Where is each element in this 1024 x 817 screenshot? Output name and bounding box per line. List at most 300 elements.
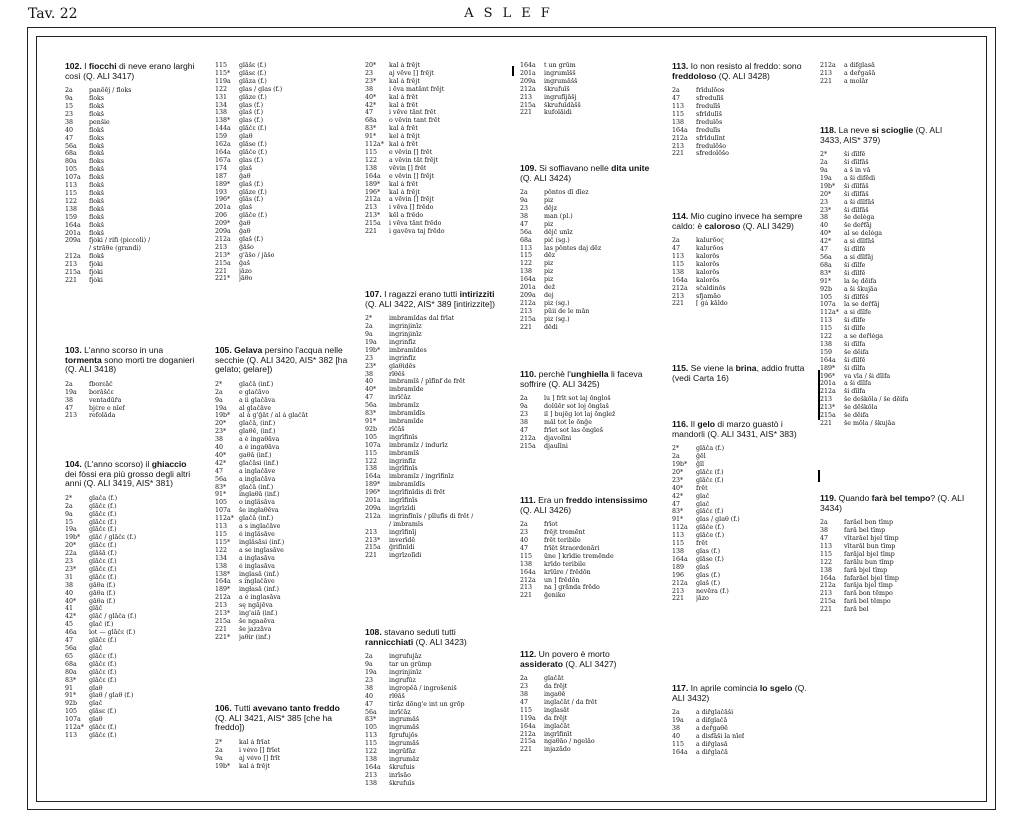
response-row — [365, 772, 500, 780]
survey-point: 40* — [215, 451, 227, 459]
response-row — [365, 661, 500, 669]
dialect-form: a deřgaθē — [696, 725, 728, 732]
dialect-form: glāčε (f.) — [696, 508, 724, 516]
survey-point: 2a — [520, 189, 528, 197]
response-row — [65, 732, 200, 740]
dialect-form: dēz — [544, 252, 556, 260]
question-text: tormenta — [65, 354, 102, 365]
survey-point: 212a — [672, 134, 688, 142]
dialect-form: sę ngājēva — [239, 602, 273, 610]
dialect-form: a inglasāva — [239, 554, 275, 562]
question-107 — [365, 290, 500, 560]
dialect-form: ğaθ — [239, 228, 251, 236]
dialect-form: va vīa / ši dīlfa — [844, 372, 891, 380]
response-row — [215, 196, 350, 204]
survey-point: 22a — [65, 550, 77, 558]
survey-point: 105 — [365, 433, 378, 441]
response-row — [65, 277, 200, 285]
response-row — [820, 214, 965, 222]
response-row — [65, 653, 200, 661]
dialect-form: ingrufījāšj — [544, 93, 577, 101]
question-text: (Q. ALI 3428) — [716, 70, 770, 81]
response-row — [820, 380, 965, 388]
survey-point: 164a — [520, 62, 536, 69]
question-text: La neve — [838, 125, 872, 135]
survey-point: 92b — [820, 285, 833, 293]
survey-point: 92b — [365, 425, 378, 433]
response-row — [215, 755, 350, 763]
survey-point: 189* — [365, 481, 381, 489]
question-text: assiderato — [520, 658, 563, 669]
response-row — [215, 141, 350, 149]
response-row — [820, 373, 965, 381]
dialect-form: flokš — [89, 229, 105, 237]
survey-point: 213 — [820, 590, 833, 598]
survey-point: 107a — [215, 507, 231, 515]
survey-point: 196* — [365, 188, 381, 196]
survey-point: 212a — [820, 388, 836, 396]
question-text: sono morti tre doganieri (Q. ALI 3418) — [65, 354, 195, 375]
response-row — [215, 555, 350, 563]
response-row — [820, 590, 965, 598]
survey-point: 221 — [672, 595, 685, 603]
survey-point: 212a — [672, 284, 688, 292]
dialect-form: / imbramīs — [389, 520, 424, 528]
response-row — [215, 491, 350, 499]
survey-point: 80a — [65, 158, 77, 166]
dialect-form: a se deřléga — [844, 333, 884, 341]
response-row — [65, 598, 200, 606]
survey-point: 213* — [820, 404, 836, 412]
response-row — [215, 268, 350, 276]
dialect-form: glāze (f.) — [239, 93, 267, 101]
survey-point: 113 — [820, 317, 833, 325]
survey-point: 189* — [215, 586, 231, 594]
question-text: Mio cugino invece ha sempre caldo: è — [672, 211, 803, 231]
survey-point: 112a* — [365, 141, 384, 149]
response-row — [215, 165, 350, 173]
question-number: 119. — [820, 493, 839, 503]
survey-point: 47 — [65, 637, 74, 645]
response-row — [215, 109, 350, 117]
response-row — [365, 521, 500, 529]
question-text: ? (Q. ALI 3434) — [820, 493, 965, 513]
dialect-form: ingrīzīdi — [389, 504, 416, 512]
response-row — [65, 677, 200, 685]
response-row — [365, 125, 500, 133]
survey-point: 19a — [820, 174, 832, 182]
response-row — [365, 355, 500, 363]
dialect-form: škrufuīdāšš — [544, 101, 581, 109]
response-row — [820, 551, 965, 559]
dialect-form: glač — [89, 645, 103, 652]
survey-point: 122 — [820, 558, 833, 566]
survey-point: 91 — [65, 684, 74, 692]
dialect-form: pōntos dī dīez — [544, 189, 589, 197]
survey-point: 174 — [215, 164, 228, 172]
dialect-form: g'āšo / jāšo — [239, 251, 275, 259]
response-row — [65, 389, 200, 397]
survey-point: 113 — [365, 732, 378, 740]
dialect-form: kal á frēt — [389, 93, 418, 101]
survey-point: 215a — [65, 269, 81, 277]
response-row — [365, 701, 500, 709]
dialect-form: glāčε (f.) — [696, 468, 724, 476]
response-row — [365, 78, 500, 86]
survey-point: 209a — [65, 237, 81, 245]
dialect-form: lu ] frīt sot laj ōngloš — [544, 395, 611, 403]
dialect-form: al se deléga — [844, 230, 883, 238]
response-row — [365, 465, 500, 473]
response-row — [65, 526, 200, 534]
survey-point: 40 — [672, 732, 681, 740]
response-row — [820, 222, 965, 230]
response-row — [365, 347, 500, 355]
response-row — [520, 292, 655, 300]
survey-point: 189* — [215, 180, 231, 188]
dialect-form: glas (f.) — [239, 101, 264, 109]
dialect-form: glačā, (inf.) — [239, 420, 276, 428]
dialect-form: ingrīfinīs — [389, 465, 418, 473]
survey-point: 221 — [520, 323, 533, 331]
dialect-form: imbramīdīs — [389, 410, 426, 418]
question-heading — [520, 650, 655, 669]
response-row — [65, 230, 200, 238]
question-text: , addio frutta (vedi Carta 16) — [672, 363, 805, 383]
survey-point: 221 — [215, 267, 228, 275]
dialect-form: ingrūfāz — [389, 748, 416, 756]
response-row — [65, 381, 200, 389]
response-row — [365, 149, 500, 157]
survey-point: 2a — [520, 521, 528, 529]
dialect-form: kal á frējt — [239, 762, 270, 770]
response-row — [215, 531, 350, 539]
response-row — [520, 683, 655, 691]
survey-point: 138* — [215, 570, 231, 578]
question-text: li faceva soffrire (Q. ALI 3425) — [520, 369, 643, 389]
response-row — [365, 173, 500, 181]
response-row — [820, 70, 965, 78]
survey-point: 221 — [365, 228, 378, 236]
survey-point: 221 — [215, 625, 228, 633]
dialect-form: krīūre / frēdōn — [544, 568, 591, 576]
survey-point: 209a — [365, 504, 381, 512]
dialect-form: imbramīdas dal frīat — [389, 315, 455, 323]
dialect-form: ğaš — [239, 259, 251, 267]
survey-point: 112a* — [215, 515, 234, 523]
response-row — [215, 594, 350, 602]
response-row — [520, 584, 655, 592]
survey-point: 56a — [65, 645, 77, 652]
response-row — [215, 244, 350, 252]
dialect-form: las pōntes daj dēz — [544, 244, 602, 252]
response-row — [215, 117, 350, 125]
response-row — [215, 484, 350, 492]
dialect-form: ši dīlfē — [844, 246, 866, 254]
response-row — [820, 286, 965, 294]
survey-point: 23 — [365, 354, 374, 362]
response-row — [820, 270, 965, 278]
dialect-form: dolūēr sot loj ōnglaš — [544, 403, 609, 411]
question-number: 113. — [672, 61, 691, 71]
dialect-form: glaš (f.) — [239, 235, 264, 243]
response-row — [215, 397, 350, 405]
response-row — [520, 260, 655, 268]
survey-point: 115 — [520, 552, 533, 560]
question-continuation-108 — [520, 62, 655, 117]
survey-point: 9a — [365, 661, 373, 669]
dialect-form: fredulōšo — [696, 142, 726, 150]
survey-point: 2a — [672, 237, 680, 245]
survey-point: 38 — [672, 725, 681, 732]
dialect-form: glačā (inf.) — [239, 515, 274, 523]
response-row — [820, 598, 965, 606]
response-row — [820, 151, 965, 159]
dialect-form: piz — [544, 276, 554, 284]
response-row — [65, 621, 200, 629]
survey-point: 113 — [520, 244, 533, 252]
survey-point: 46a — [65, 629, 77, 637]
dialect-form: kalorōs — [696, 276, 720, 284]
response-row — [65, 708, 200, 716]
response-row — [672, 588, 810, 596]
dialect-form: flokš — [89, 213, 105, 221]
survey-point: 42* — [65, 613, 77, 621]
survey-point: 19a — [65, 526, 77, 534]
plate-number: Tav. 22 — [28, 6, 78, 22]
atlas-title: ASLEF — [464, 6, 560, 21]
survey-point: 68a — [820, 261, 832, 269]
margin-mark — [512, 66, 514, 76]
question-text: farà bel tempo — [871, 493, 931, 503]
survey-point: 47 — [672, 95, 681, 103]
response-row — [65, 495, 200, 503]
response-row — [365, 489, 500, 497]
survey-point: 112a — [672, 524, 688, 532]
dialect-form: kalorōs — [696, 253, 720, 260]
dialect-form: ingrinjinīz — [389, 323, 422, 331]
dialect-form: glaš (f.) — [696, 579, 721, 587]
question-number: 117. — [672, 683, 691, 693]
question-number: 110. — [520, 369, 539, 379]
response-row — [820, 396, 965, 404]
survey-point: 196* — [215, 196, 231, 204]
survey-point: 189* — [365, 180, 381, 188]
dialect-form: škrufuīš — [544, 85, 570, 93]
response-row — [365, 740, 500, 748]
survey-point: 9a — [215, 396, 223, 404]
response-row — [65, 542, 200, 550]
survey-point: 212a — [365, 512, 381, 520]
response-row — [215, 436, 350, 444]
survey-point: 215a — [520, 101, 536, 109]
response-row — [672, 540, 810, 548]
survey-point: 38 — [520, 212, 529, 220]
survey-point: 221 — [365, 552, 378, 560]
survey-point: 56a — [365, 708, 377, 716]
question-119 — [820, 494, 965, 614]
response-row — [520, 427, 655, 435]
response-row — [365, 394, 500, 402]
response-row — [672, 127, 810, 135]
response-row — [672, 556, 810, 564]
response-row — [365, 669, 500, 677]
survey-point: 20* — [215, 420, 227, 428]
dialect-form: fjòki / rífi (piccoli) / — [89, 237, 151, 245]
dialect-form: pūii de le mān — [544, 307, 590, 315]
dialect-form: glaθ / glaθ (f.) — [89, 692, 134, 700]
dialect-form: glāčε (f.) — [89, 510, 117, 518]
response-row — [672, 725, 810, 733]
response-row — [820, 535, 965, 543]
survey-point: 19a — [365, 669, 377, 676]
response-row — [672, 143, 810, 151]
dialect-form: e glačāvo — [239, 388, 270, 396]
response-row — [520, 197, 655, 205]
response-row — [365, 315, 500, 323]
response-row — [520, 229, 655, 237]
response-row — [65, 174, 200, 182]
response-row — [672, 524, 810, 532]
dialect-form: flokš — [89, 103, 105, 110]
dialect-form: še dēifa — [844, 412, 869, 420]
survey-point: 105 — [65, 166, 78, 174]
survey-point: 38 — [65, 118, 74, 126]
dialect-form: i vévo [] frīet — [239, 746, 281, 754]
response-row — [215, 547, 350, 555]
response-row — [820, 388, 965, 396]
dialect-form: djaulīni — [544, 442, 568, 450]
survey-point: 107a — [820, 301, 836, 309]
dialect-form: a diřglačāši — [696, 709, 734, 717]
dialect-form: ngaθāo / ngelāo — [544, 738, 595, 746]
response-row — [672, 709, 810, 717]
dialect-form: la šę dēifa — [844, 277, 877, 285]
response-row — [365, 165, 500, 173]
survey-point: 9a — [65, 510, 73, 518]
survey-point: 23 — [520, 529, 529, 537]
dialect-form: glāča (f.) — [696, 445, 725, 453]
response-row — [365, 513, 500, 521]
dialect-form: glāčε (f.) — [239, 125, 267, 133]
survey-point: 2a — [520, 675, 528, 683]
dialect-form: fafarāel bjel tīmp — [844, 574, 899, 582]
dialect-form: t un grūm — [544, 62, 576, 69]
question-110 — [520, 370, 655, 451]
survey-point: 122 — [215, 85, 228, 93]
question-number: 104. — [65, 459, 85, 469]
dialect-form: flokš — [89, 174, 105, 182]
survey-point: 131 — [215, 93, 228, 101]
survey-point: 91* — [215, 491, 227, 499]
dialect-form: man (pl.) — [544, 212, 573, 220]
survey-point: 2a — [365, 323, 373, 331]
response-row — [672, 501, 810, 509]
response-row — [820, 341, 965, 349]
dialect-form: ši dīlfa — [844, 340, 866, 348]
response-row — [365, 764, 500, 772]
question-text: Gelava — [234, 345, 263, 355]
response-row — [215, 275, 350, 283]
question-text: Un povero è morto — [538, 649, 610, 659]
dialect-form: glāse (f.) — [696, 555, 724, 563]
response-row — [65, 198, 200, 206]
dialect-form: a é ingaθāva — [239, 444, 280, 452]
dialect-form: sfrīdulīš — [696, 110, 722, 118]
dialect-form: a ši dīlfa — [844, 380, 872, 388]
response-row — [672, 269, 810, 277]
question-text: gelo — [697, 419, 715, 429]
dialect-form: dež — [544, 284, 556, 292]
question-text: L'anno scorso in una — [84, 345, 164, 355]
dialect-form: panēēj / floks — [89, 87, 132, 95]
question-heading — [672, 62, 810, 81]
survey-point: 40* — [365, 93, 377, 101]
survey-point: 215a — [520, 315, 536, 323]
dialect-form: glaθidēs — [389, 362, 416, 370]
survey-point: 213 — [520, 584, 533, 592]
dialect-form: a si dīlfāj — [844, 253, 874, 261]
response-row — [365, 86, 500, 94]
response-row — [65, 590, 200, 598]
survey-point: 115 — [215, 62, 228, 69]
question-text: (Q. ALI 3429) — [740, 220, 794, 231]
survey-point: 122 — [365, 457, 378, 465]
survey-point: 213* — [365, 536, 381, 544]
dialect-form: farājal bjel tīmp — [844, 550, 895, 558]
survey-point: 164a — [215, 148, 231, 156]
dialect-form: ğīl — [696, 461, 705, 468]
response-row — [65, 269, 200, 277]
dialect-form: borāščε — [89, 388, 114, 396]
dialect-form: a deřgašā — [844, 69, 876, 77]
response-row — [672, 111, 810, 119]
response-row — [215, 460, 350, 468]
dialect-form: piz (sg.) — [544, 315, 570, 323]
survey-point: 105 — [820, 293, 833, 301]
response-row — [215, 149, 350, 157]
survey-point: 23* — [65, 565, 77, 573]
response-row — [65, 143, 200, 151]
question-text: persino l'acqua nelle secchie (Q. ALI 3420, AIS* 382 [ha gelato; gelare]) — [215, 345, 348, 375]
dialect-form: glas (f.) — [696, 547, 721, 555]
response-row — [820, 582, 965, 590]
response-row — [365, 109, 500, 117]
dialect-form: jaθir (inf.) — [239, 633, 271, 641]
survey-point: 83* — [365, 125, 377, 133]
dialect-form: glāče (f.) — [239, 148, 268, 156]
response-row — [365, 141, 500, 149]
survey-point: 47 — [820, 246, 829, 254]
dialect-form: inglačāt / da frēt — [544, 698, 598, 706]
response-row — [365, 724, 500, 732]
question-text: (Q. ALI 3424) — [520, 172, 572, 183]
survey-point: 113 — [65, 731, 78, 739]
dialect-form: flokš — [89, 221, 105, 229]
response-row — [215, 189, 350, 197]
survey-point: 212a — [215, 235, 231, 243]
response-row — [672, 564, 810, 572]
dialect-form: glāse (f.) — [239, 141, 267, 149]
dialect-form: farā bel tēmpo — [844, 598, 891, 606]
survey-point: 221* — [215, 275, 231, 283]
survey-point: 23 — [520, 205, 529, 212]
survey-point: 138 — [520, 560, 533, 568]
response-row — [365, 732, 500, 740]
question-heading — [65, 62, 200, 81]
question-text: Se viene la — [690, 363, 736, 373]
survey-point: 213 — [520, 93, 533, 101]
